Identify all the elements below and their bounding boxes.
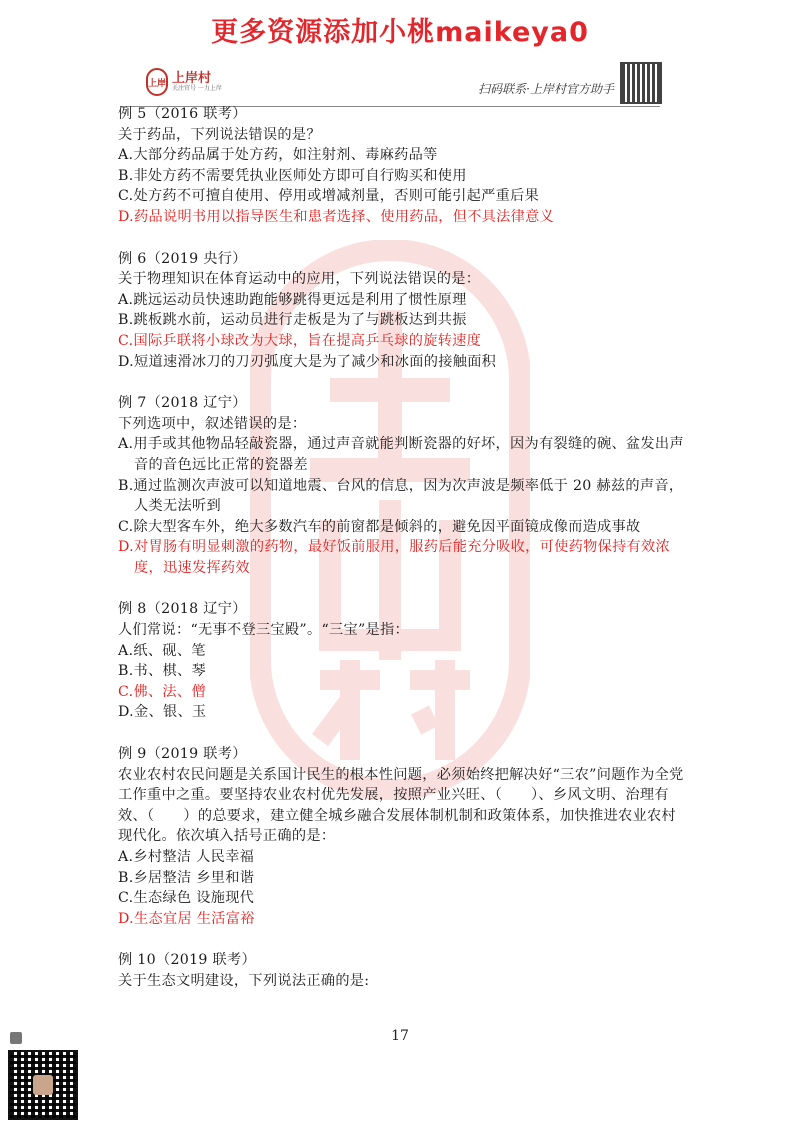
question-block [118, 744, 688, 929]
question-title: 例 8（2018 辽宁） [118, 601, 247, 618]
option-d: D.金、银、玉 [118, 704, 207, 721]
option-c: C.除大型客车外，绝大多数汽车的前窗都是倾斜的，避免因平面镜成像而造成事故 [118, 518, 641, 535]
qr-avatar-icon [33, 1075, 53, 1095]
qr-code-bottom-icon [10, 1052, 76, 1118]
question-title: 例 10（2019 联考） [118, 952, 257, 969]
question-block [118, 104, 688, 228]
corner-user-tag [10, 1032, 22, 1044]
logo-subtitle: 关注官号 一力上岸 [172, 84, 222, 92]
question-block [118, 249, 688, 373]
page-header [120, 64, 660, 107]
question-title: 例 9（2019 联考） [118, 746, 247, 763]
option-c-answer: C.国际乒联将小球改为大球，旨在提高乒乓球的旋转速度 [118, 332, 482, 349]
question-title: 例 7（2018 辽宁） [118, 395, 247, 412]
option-a: A.跳远运动员快速助跑能够跳得更远是利用了惯性原理 [118, 291, 467, 308]
option-b: B.通过监测次声波可以知道地震、台风的信息，因为次声波是频率低于 20 赫兹的声音，人类无法听到 [118, 477, 684, 515]
option-c: C.生态绿色 设施现代 [118, 890, 255, 907]
option-d-answer: D.药品说明书用以指导医生和患者选择、使用药品，但不具法律意义 [118, 208, 555, 225]
option-a: A.大部分药品属于处方药，如注射剂、毒麻药品等 [118, 147, 438, 164]
question-content [118, 104, 688, 1013]
option-b: B.跳板跳水前，运动员进行走板是为了与跳板达到共振 [118, 312, 467, 329]
option-b: B.书、棋、琴 [118, 663, 206, 680]
option-a: A.乡村整洁 人民幸福 [118, 849, 255, 865]
option-d: D.短道速滑冰刀的刀刃弧度大是为了减少和冰面的接触面积 [118, 353, 497, 370]
option-d-answer: D.对胃肠有明显刺激的药物，最好饭前服用，服药后能充分吸收，可使药物保持有效浓度，迅速发挥药效 [118, 539, 671, 576]
logo-mark-icon: 上岸 [146, 68, 168, 96]
question-title: 例 6（2019 央行） [118, 250, 247, 267]
qr-code-icon [622, 64, 660, 102]
option-c: C.处方药不可擅自使用、停用或增减剂量，否则可能引起严重后果 [118, 188, 540, 205]
question-stem: 关于生态文明建设，下列说法正确的是: [118, 972, 370, 989]
promo-banner: 更多资源添加小桃maikeya0 [211, 17, 589, 48]
question-stem: 下列选项中，叙述错误的是： [118, 415, 307, 432]
question-stem: 关于物理知识在体育运动中的应用，下列说法错误的是： [118, 271, 481, 288]
question-title: 例 5（2016 联考） [118, 106, 247, 122]
option-d-answer: D.生态宜居 生活富裕 [118, 910, 255, 927]
option-b: B.非处方药不需要凭执业医师处方即可自行购买和使用 [118, 167, 467, 184]
question-stem: 农业农村农民问题是关系国计民生的根本性问题，必须始终把解决好“三农”问题作为全党工作重中之重。要坚持农业农村优先发展，按照产业兴旺、（ ）、乡风文明、治理有效、（ ）的总要求，建立健全城乡融合发展体制机制和政策体系，加快推进农业农村现代化。依次填入括号正确的是： [118, 766, 684, 845]
question-stem: 关于药品，下列说法错误的是？ [118, 126, 321, 143]
question-block [118, 599, 688, 723]
brand-logo [146, 68, 222, 96]
question-block [118, 950, 688, 991]
avatar-icon [10, 1032, 22, 1044]
option-a: A.纸、砚、笔 [118, 642, 206, 659]
header-slogan: 扫码联系·上岸村官方助手 [478, 82, 614, 96]
option-a: A.用手或其他物品轻敲瓷器，通过声音就能判断瓷器的好坏，因为有裂缝的碗、盆发出声音的音色远比正常的瓷器差 [118, 436, 684, 473]
question-stem: 人们常说：“无事不登三宝殿”。“三宝”是指： [118, 622, 409, 639]
page-number: 17 [391, 1028, 409, 1044]
option-b: B.乡居整洁 乡里和谐 [118, 869, 255, 886]
question-block [118, 393, 688, 578]
option-c-answer: C.佛、法、僧 [118, 683, 206, 700]
logo-name: 上岸村 [172, 70, 212, 86]
